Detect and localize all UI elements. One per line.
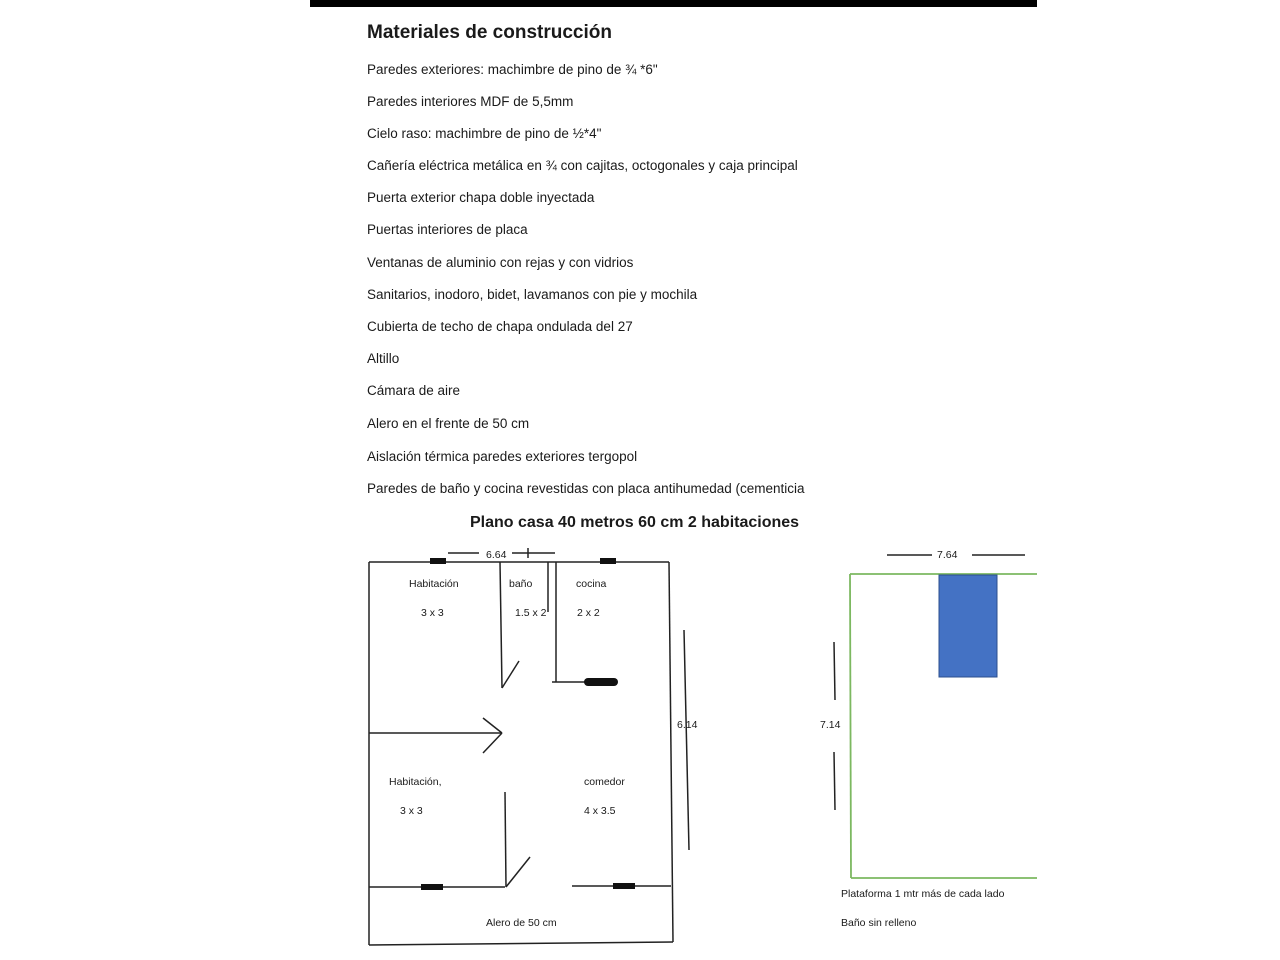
platform-note: Baño sin relleno — [841, 917, 917, 929]
room-name: Habitación, — [389, 776, 442, 788]
material-item: Paredes exteriores: machimbre de pino de ¾ *6" — [367, 62, 658, 77]
material-item: Cubierta de techo de chapa ondulada del 27 — [367, 319, 633, 334]
platform-height-label: 7.14 — [820, 719, 841, 731]
platform-note: Plataforma 1 mtr más de cada lado — [841, 888, 1005, 900]
material-item: Altillo — [367, 351, 400, 366]
material-item: Puertas interiores de placa — [367, 222, 528, 237]
room-size: 3 x 3 — [421, 607, 444, 619]
eave-label: Alero de 50 cm — [486, 917, 557, 929]
bathroom-block — [939, 575, 997, 677]
room-size: 2 x 2 — [577, 607, 600, 619]
room-name: Habitación — [409, 578, 459, 590]
room-size: 4 x 3.5 — [584, 805, 616, 817]
room-name: comedor — [584, 776, 625, 788]
room-size: 3 x 3 — [400, 805, 423, 817]
room-name: cocina — [576, 578, 607, 590]
plan-height-label: 6.14 — [677, 719, 698, 731]
material-item: Cámara de aire — [367, 383, 461, 398]
material-item: Sanitarios, inodoro, bidet, lavamanos con pie y mochila — [367, 287, 698, 302]
plan-title: Plano casa 40 metros 60 cm 2 habitaciones — [470, 514, 800, 531]
material-item: Cañería eléctrica metálica en ¾ con cajitas, octogonales y caja principal — [367, 158, 798, 173]
material-item: Alero en el frente de 50 cm — [367, 416, 530, 431]
material-item: Paredes de baño y cocina revestidas con placa antihumedad (cementicia — [367, 481, 805, 496]
document-title: Materiales de construcción — [367, 22, 612, 43]
platform-width-label: 7.64 — [937, 549, 958, 561]
material-item: Paredes interiores MDF de 5,5mm — [367, 94, 574, 109]
room-size: 1.5 x 2 — [515, 607, 547, 619]
material-item: Puerta exterior chapa doble inyectada — [367, 190, 595, 205]
plan-width-label: 6.64 — [486, 549, 507, 561]
material-item: Aislación térmica paredes exteriores tergopol — [367, 449, 638, 464]
material-item: Ventanas de aluminio con rejas y con vidrios — [367, 255, 634, 270]
material-item: Cielo raso: machimbre de pino de ½*4" — [367, 126, 602, 141]
room-name: baño — [509, 578, 533, 590]
